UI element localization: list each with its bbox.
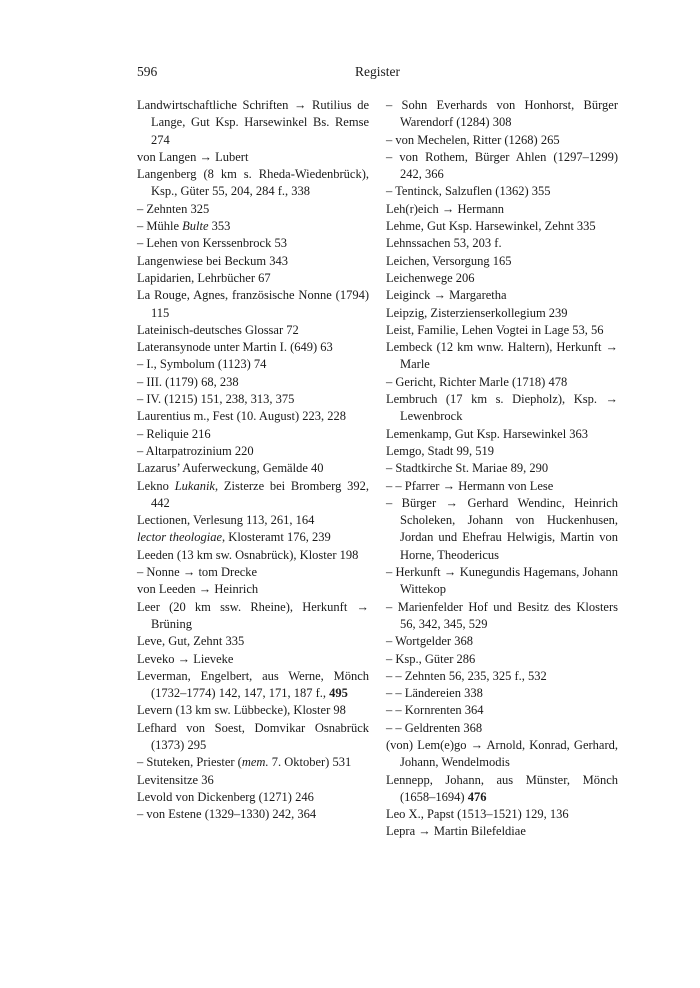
index-entry: – IV. (1215) 151, 238, 313, 375	[137, 392, 295, 407]
index-entry: Leipzig, Zisterzienserkollegium 239	[386, 305, 568, 320]
index-entry: – von Rothem, Bürger Ahlen (1297–1299) 242, 366	[386, 149, 618, 182]
index-entry: – Marienfelder Hof und Besitz des Klosters 56, 342, 345, 529	[386, 599, 618, 631]
index-entry: Leer (20 km ssw. Rheine), Herkunft → Brüning	[137, 599, 369, 631]
index-entry: – – Ländereien 338	[386, 686, 483, 701]
index-entry: von Langen → Lubert	[137, 149, 249, 164]
index-entry: – Herkunft → Kunegundis Hagemans, Johann Wittekop	[386, 565, 618, 597]
index-entry: – Nonne → tom Drecke	[137, 565, 258, 580]
index-entry: – – Pfarrer → Hermann von Lese	[386, 478, 554, 493]
index-entry: von Leeden → Heinrich	[137, 582, 259, 597]
index-entry: Leve, Gut, Zehnt 335	[137, 634, 245, 649]
index-entry: – Reliquie 216	[137, 426, 211, 441]
index-entry: Lateinisch-deutsches Glossar 72	[137, 322, 299, 337]
index-entry: Lemenkamp, Gut Ksp. Harsewinkel 363	[386, 426, 589, 441]
index-entry: Levitensitze 36	[137, 772, 214, 787]
index-entry: Leist, Familie, Lehen Vogtei in Lage 53, 56	[386, 322, 604, 337]
index-entry: – Wortgelder 368	[386, 634, 473, 649]
index-entry: – – Kornrenten 364	[386, 703, 484, 718]
index-entry: – – Zehnten 56, 235, 325 f., 532	[386, 668, 547, 683]
index-entry: – Zehnten 325	[137, 201, 210, 216]
index-entry: Lazarus’ Auferweckung, Gemälde 40	[137, 461, 324, 476]
index-entry: Leo X., Papst (1513–1521) 129, 136	[386, 807, 569, 822]
index-entry: – III. (1179) 68, 238	[137, 374, 239, 389]
index-entry: Lectionen, Verlesung 113, 261, 164	[137, 513, 315, 528]
index-entry: Leveko → Lieveke	[137, 651, 234, 666]
index-entry: Langenwiese bei Beckum 343	[137, 253, 288, 268]
index-entry: – Ksp., Güter 286	[386, 651, 476, 666]
index-entry: lector theologiae, Klosteramt 176, 239	[137, 530, 331, 545]
index-entry: Leiginck → Margaretha	[386, 288, 507, 303]
index-entry: Lennepp, Johann, aus Münster, Mönch (1658–1694) 476	[386, 772, 618, 804]
running-head: Register	[355, 64, 400, 79]
index-entry: Levern (13 km sw. Lübbecke), Kloster 98	[137, 703, 346, 718]
index-entry: – Bürger → Gerhard Wendinc, Heinrich Scholeken, Johann von Huckenhusen, Jordan und Ehefrau Helwigis, Martin von Horne, Theodericus	[386, 495, 618, 562]
index-entry: Lembruch (17 km s. Diepholz), Ksp. → Lewenbrock	[386, 392, 618, 424]
index-column-right	[386, 97, 618, 841]
index-entry: (von) Lem(e)go → Arnold, Konrad, Gerhard, Johann, Wendelmodis	[386, 737, 618, 770]
index-entry: – Gericht, Richter Marle (1718) 478	[386, 374, 568, 389]
index-entry: Lekno Lukanik, Zisterze bei Bromberg 392, 442	[137, 478, 370, 510]
index-entry: – Sohn Everhards von Honhorst, Bürger Warendorf (1284) 308	[386, 98, 618, 130]
index-entry: – Altarpatrozinium 220	[137, 443, 254, 458]
index-entry: Langenberg (8 km s. Rheda-Wiedenbrück), Ksp., Güter 55, 204, 284 f., 338	[137, 167, 369, 199]
index-entry: Levold von Dickenberg (1271) 246	[137, 789, 314, 804]
index-entry: – Tentinck, Salzuflen (1362) 355	[386, 184, 551, 199]
index-entry: Lepra → Martin Bilefeldiae	[386, 824, 526, 839]
index-entry: Lefhard von Soest, Domvikar Osnabrück (1373) 295	[137, 720, 369, 752]
index-entry: – Stadtkirche St. Mariae 89, 290	[386, 461, 549, 476]
index-entry: Leverman, Engelbert, aus Werne, Mönch (1732–1774) 142, 147, 171, 187 f., 495	[137, 668, 369, 701]
index-entry: Leichen, Versorgung 165	[386, 253, 512, 268]
index-entry: – – Geldrenten 368	[386, 720, 483, 735]
index-entry: Lemgo, Stadt 99, 519	[386, 443, 494, 458]
page-number: 596	[137, 64, 158, 79]
index-entry: – Stuteken, Priester (mem. 7. Oktober) 531	[137, 755, 352, 770]
index-entry: – von Mechelen, Ritter (1268) 265	[386, 132, 560, 147]
index-entry: – I., Symbolum (1123) 74	[137, 357, 267, 372]
index-entry: – von Estene (1329–1330) 242, 364	[137, 807, 317, 822]
index-entry: Lehme, Gut Ksp. Harsewinkel, Zehnt 335	[386, 219, 596, 234]
index-entry: Landwirtschaftliche Schriften → Rutilius de Lange, Gut Ksp. Harsewinkel Bs. Remse 274	[137, 98, 369, 147]
index-entry: Lehnssachen 53, 203 f.	[386, 236, 502, 251]
index-entry: Lembeck (12 km wnw. Haltern), Herkunft → Marle	[386, 340, 618, 372]
index-entry: Leeden (13 km sw. Osnabrück), Kloster 198	[137, 547, 359, 562]
index-entry: Lapidarien, Lehrbücher 67	[137, 270, 271, 285]
index-entry: Leichenwege 206	[386, 270, 475, 285]
index-entry: La Rouge, Agnes, französische Nonne (1794) 115	[137, 288, 369, 320]
index-entry: – Mühle Bulte 353	[137, 219, 231, 234]
index-column-left	[137, 97, 369, 823]
index-entry: – Lehen von Kerssenbrock 53	[137, 236, 287, 251]
index-entry: Laurentius m., Fest (10. August) 223, 228	[137, 409, 347, 424]
index-entry: Leh(r)eich → Hermann	[386, 201, 504, 216]
index-entry: Lateransynode unter Martin I. (649) 63	[137, 340, 333, 355]
